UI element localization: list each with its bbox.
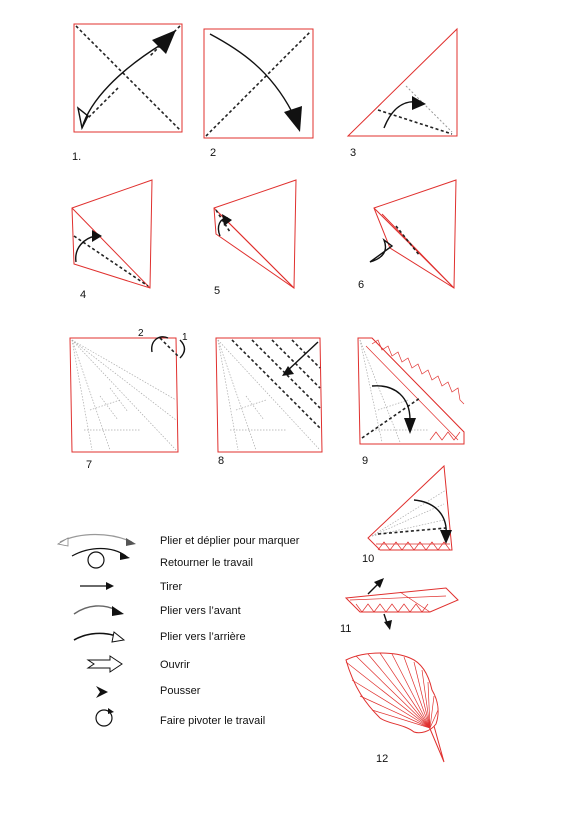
fold-unfold-head-icon [126, 538, 136, 546]
step-label: 3 [350, 147, 357, 159]
step-10 [362, 466, 452, 565]
step-2-arrowhead-icon [284, 106, 302, 132]
fold-unfold-tail-icon [58, 538, 68, 546]
legend-label: Plier vers l’arrière [160, 631, 246, 643]
step-1-fold-unfold-arrow-icon [82, 44, 162, 128]
step-12-leaf-veins [346, 653, 438, 728]
step-2 [204, 29, 313, 159]
step-6-mountain-arrow-icon [370, 240, 392, 262]
step-6-fold-line [396, 226, 420, 256]
step-label: 5 [214, 285, 221, 297]
step-9 [358, 338, 464, 467]
step-2-fold-arrow-icon [210, 34, 292, 112]
step-3-arrowhead-icon [412, 96, 426, 110]
step-3 [348, 29, 457, 159]
step-9-crease-pattern [360, 340, 428, 442]
step-label: 8 [218, 455, 225, 467]
step-10-arrowhead-icon [440, 530, 452, 544]
turn-over-icon [88, 552, 104, 568]
step-5-shape [214, 180, 296, 288]
step-label: 9 [362, 455, 369, 467]
step-12-leaf-stem [428, 724, 444, 762]
step-7-mark-2: 2 [138, 328, 144, 339]
step-6-shape [374, 180, 456, 288]
legend-label: Tirer [160, 581, 183, 593]
step-label: 12 [376, 753, 389, 765]
step-7 [70, 328, 188, 471]
turn-over-head-icon [120, 552, 130, 560]
step-11-shape [346, 588, 458, 612]
step-5-edge-b [220, 214, 292, 286]
symbol-legend [58, 535, 300, 728]
legend-label: Plier vers l’avant [160, 605, 241, 617]
step-1-tail-icon [78, 108, 88, 128]
step-8 [216, 338, 322, 467]
step-10-shape [368, 466, 452, 550]
legend-label: Plier et déplier pour marquer [160, 535, 300, 547]
valley-fold-arrow-icon [74, 606, 116, 614]
step-7-fold-line [160, 338, 178, 356]
mountain-fold-head-icon [112, 632, 124, 642]
step-7-mark-1: 1 [182, 332, 188, 343]
step-10-fold-line [378, 528, 446, 534]
open-arrow-icon [88, 656, 122, 672]
step-3-fold-line [378, 110, 452, 134]
step-4 [72, 180, 152, 301]
step-7-crease-pattern [72, 340, 176, 450]
legend-label: Retourner le travail [160, 557, 253, 569]
step-11-arrowhead-down-icon [384, 620, 392, 630]
valley-fold-head-icon [112, 606, 124, 616]
step-label: 7 [86, 459, 93, 471]
step-label: 6 [358, 279, 365, 291]
step-12 [346, 653, 444, 765]
step-label: 11 [340, 623, 352, 635]
step-4-arrowhead-icon [92, 230, 102, 242]
step-6 [358, 180, 456, 291]
step-11-pleats [350, 592, 446, 612]
step-label: 2 [210, 147, 217, 159]
fold-unfold-arrow-icon [60, 535, 132, 543]
step-11 [340, 578, 458, 635]
step-10-pleats [376, 542, 450, 550]
step-label: 1. [72, 151, 82, 163]
step-8-pleat-arrow-icon [286, 342, 318, 372]
legend-label: Pousser [160, 685, 201, 697]
legend-label: Ouvrir [160, 659, 190, 671]
step-label: 10 [362, 553, 375, 565]
step-1 [72, 24, 182, 163]
step-4-shape [72, 180, 152, 288]
mountain-fold-arrow-icon [74, 633, 116, 640]
step-label: 4 [80, 289, 87, 301]
step-4-fold-line [74, 236, 148, 286]
legend-label: Faire pivoter le travail [160, 715, 266, 727]
step-5 [214, 180, 296, 297]
push-arrow-icon [96, 686, 108, 698]
step-9-fold-arrow-icon [372, 386, 410, 420]
pull-head-icon [106, 582, 114, 590]
step-9-arrowhead-icon [404, 418, 416, 434]
